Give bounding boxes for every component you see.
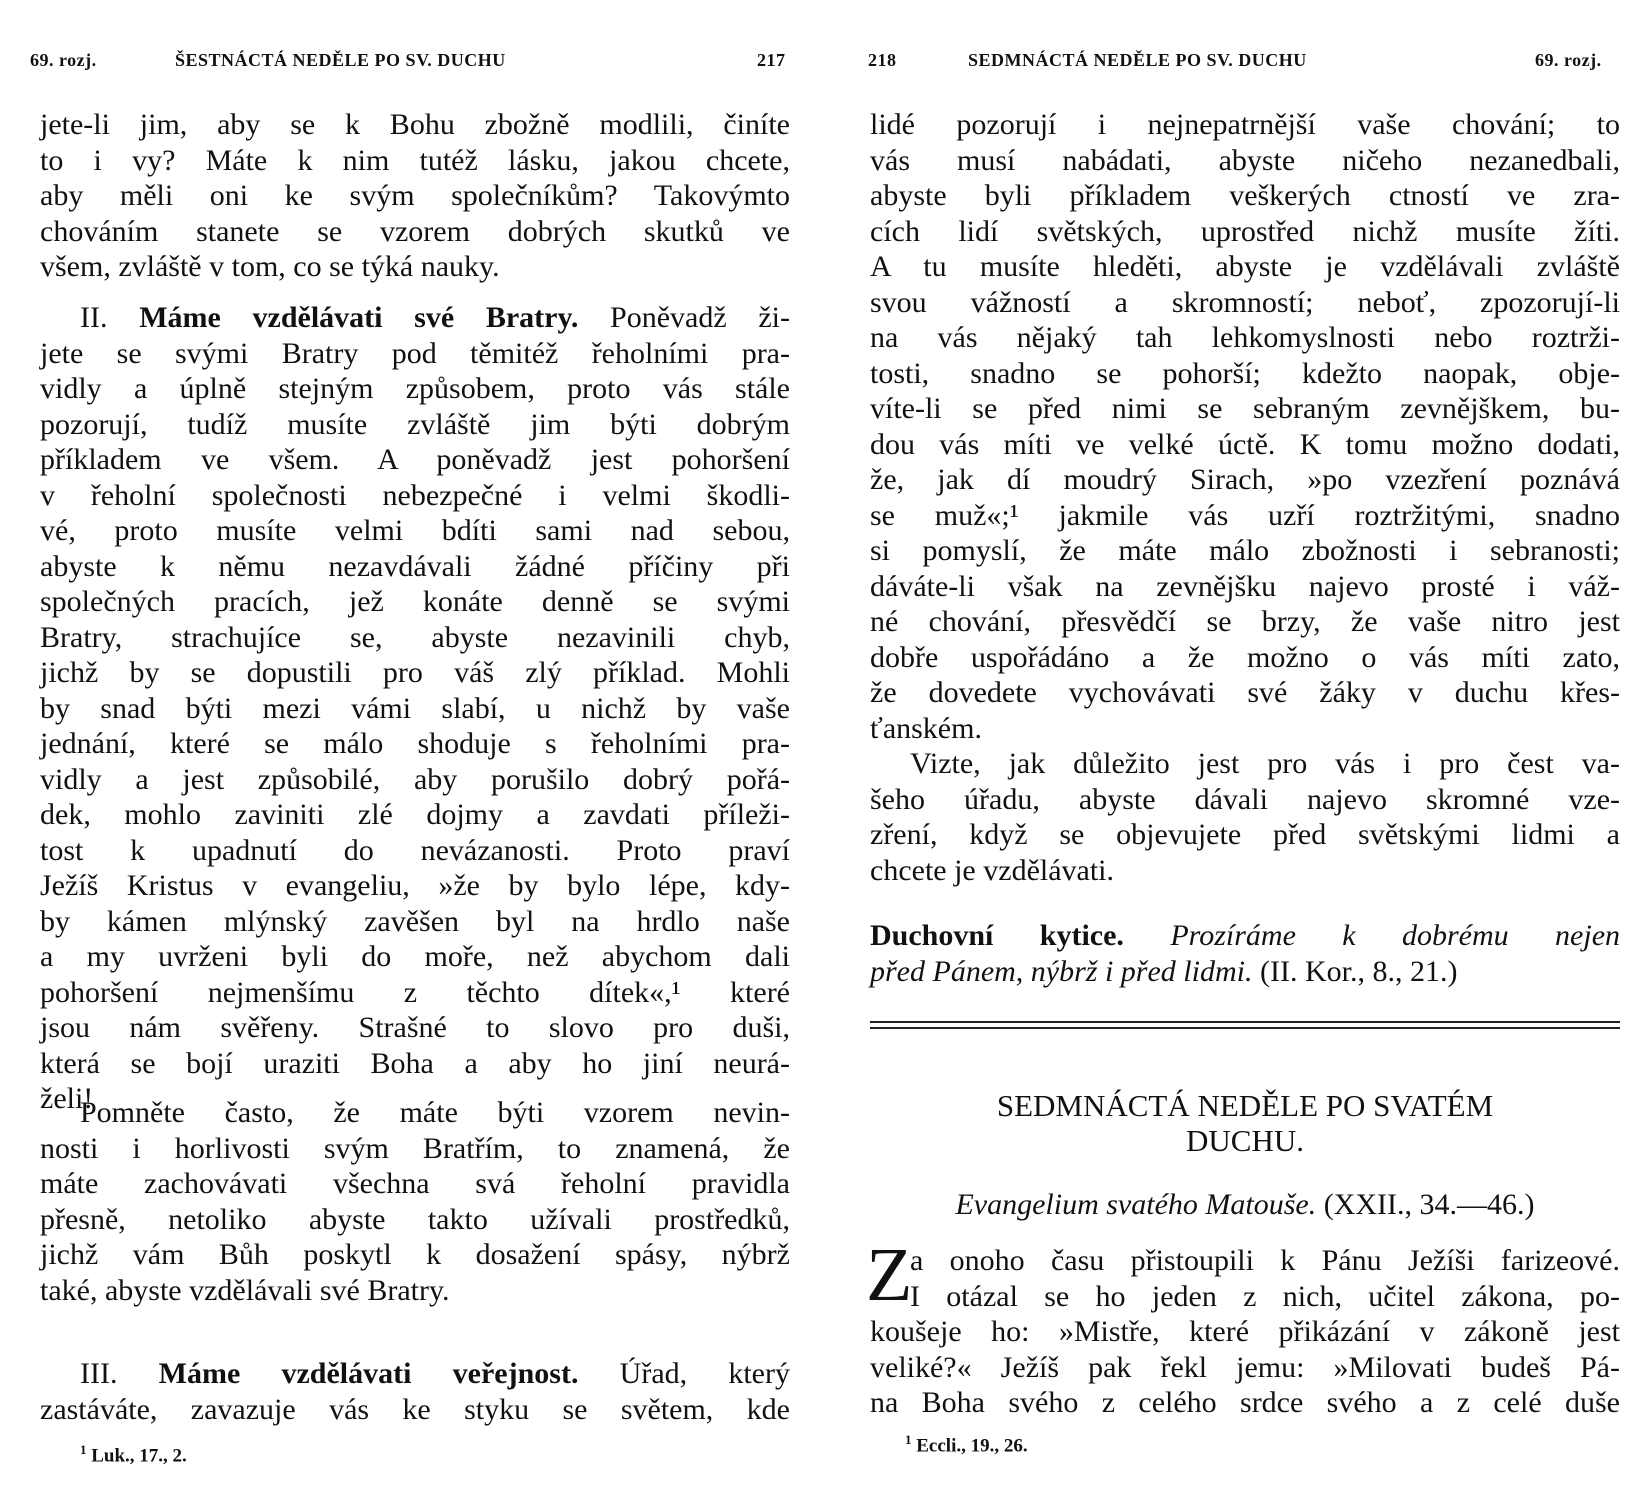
text-line: aby měli oni ke svým společníkům? Takovýmto <box>40 179 790 212</box>
text-line: jichž by se dopustili pro váš zlý příklad. Mohli <box>40 656 790 689</box>
section-divider <box>870 1027 1620 1029</box>
text-line: abyste k němu nezavdávali žádné příčiny při <box>40 549 790 583</box>
text-line: vás musí nabádati, abyste ničeho nezanedbali, <box>870 143 1620 177</box>
text-line: chcete je vzdělávati. <box>870 853 1115 887</box>
running-head-chapter-left: 69. rozj. <box>30 50 97 70</box>
text-line: na vás nějaký tah lehkomyslnosti nebo roztrži- <box>870 321 1620 354</box>
text-run: Úřad, který <box>578 1357 790 1390</box>
footnote-text: Eccli., 19., 26. <box>916 1435 1028 1457</box>
text-line: by kámen mlýnský zavěšen byl na hrdlo naše <box>40 904 790 938</box>
text-line: Ježíš Kristus v evangeliu, »že by bylo lépe, kdy- <box>40 869 790 902</box>
text-line: jsou nám svěřeny. Strašné to slovo pro duši, <box>40 1011 790 1044</box>
bold-run: Máme vzdělávati veřejnost. <box>158 1357 579 1390</box>
text-line: dou vás míti ve velké úctě. K tomu možno dodati, <box>870 427 1620 461</box>
text-run <box>1124 919 1170 952</box>
footnote-left <box>80 1442 187 1467</box>
text-line: Bratry, strachujíce se, abyste nezavinili chyb, <box>40 620 790 654</box>
text-line: veliké?« Ježíš pak řekl jemu: »Milovati budeš Pá- <box>870 1350 1620 1384</box>
italic-run: před Pánem, nýbrž i před lidmi. <box>870 954 1253 988</box>
text-line: nosti i horlivosti svým Bratřím, to znamená, že <box>40 1131 790 1165</box>
text-line: která se bojí uraziti Boha a aby ho jiní neurá- <box>40 1046 790 1080</box>
text-line: lidé pozorují i nejnepatrnější vaše chování; to <box>870 108 1620 141</box>
text-line: vidly a úplně stejným způsobem, proto vás stále <box>40 372 790 405</box>
italic-run: Prozíráme k dobrému nejen <box>1170 919 1621 952</box>
running-head-title-left: ŠESTNÁCTÁ NEDĚLE PO SV. DUCHU <box>175 50 506 70</box>
text-line: koušeje ho: »Mistře, které přikázání v zákoně jest <box>870 1315 1620 1348</box>
spiritual-bouquet <box>870 918 1620 989</box>
left-paragraph-4 <box>40 1356 790 1427</box>
text-line: né chování, přesvědčí se brzy, že vaše nitro jest <box>870 605 1620 638</box>
footnote-mark: 1 <box>905 1432 912 1447</box>
text-line: pozorují, tudíž musíte zvláště jim býti dobrým <box>40 407 790 441</box>
text-line: chováním stanete se vzorem dobrých skutků ve <box>40 214 790 248</box>
text-line: tost k upadnutí do nevázanosti. Proto praví <box>40 833 790 867</box>
text-line <box>870 954 1620 990</box>
text-run: Poněvadž ži- <box>578 301 791 334</box>
right-paragraph-1 <box>870 107 1620 746</box>
text-line: abyste byli příkladem veškerých ctností ve zra- <box>870 179 1620 212</box>
text-line: příkladem ve všem. A poněvadž jest pohoršení <box>40 443 790 476</box>
right-paragraph-2 <box>870 746 1620 888</box>
text-line: to i vy? Máte k nim tutéž lásku, jakou chcete, <box>40 143 790 177</box>
text-line: jete-li jim, aby se k Bohu zbožně modlili, činíte <box>40 108 790 141</box>
text-line: dáváte-li však na zevnějšku najevo prosté i váž- <box>870 569 1620 603</box>
text-line: dobře uspořádáno a že možno o vás míti zato, <box>870 640 1620 674</box>
gospel-title: Evangelium svatého Matouše. <box>955 1188 1317 1221</box>
gospel-text <box>870 1243 1620 1421</box>
gospel-reference: (XXII., 34.—46.) <box>1316 1188 1535 1221</box>
drop-cap: Z <box>866 1233 913 1317</box>
running-head-title-right: SEDMNÁCTÁ NEDĚLE PO SV. DUCHU <box>968 50 1307 70</box>
text-line: ťanském. <box>870 711 982 745</box>
text-line: na Boha svého z celého srdce svého a z celé duše <box>870 1386 1620 1419</box>
text-line: také, abyste vzdělávali své Bratry. <box>40 1273 450 1307</box>
text-line: společných pracích, jež konáte denně se svými <box>40 585 790 618</box>
text-line: dek, mohlo zaviniti zlé dojmy a zavdati příleži- <box>40 798 790 831</box>
text-line: zastáváte, zavazuje vás ke styku se světem, kde <box>40 1392 790 1426</box>
section-title-line: DUCHU. <box>1186 1123 1304 1158</box>
text-line: Vizte, jak důležito jest pro vás i pro čest va- <box>910 747 1620 780</box>
text-line: si pomyslí, že máte málo zbožnosti i sebranosti; <box>870 534 1620 567</box>
section-title <box>870 1088 1620 1158</box>
text-line: máte zachovávati všechna svá řeholní pravidla <box>40 1167 790 1200</box>
text-line: že, jak dí moudrý Sirach, »po vzezření poznává <box>870 463 1620 496</box>
text-line: želi! <box>40 1082 94 1115</box>
page-number-left: 217 <box>757 50 786 70</box>
text-line <box>40 300 790 336</box>
text-run: II. <box>80 301 140 334</box>
text-line: Pomněte často, že máte býti vzorem nevin- <box>80 1096 790 1129</box>
text-line: se muž«;¹ jakmile vás uzří roztržitými, snadno <box>870 498 1620 532</box>
text-line: svou vážností a skromností; neboť, zpozorují-li <box>870 285 1620 319</box>
text-run: III. <box>80 1357 159 1390</box>
text-line: A tu musíte hleděti, abyste je vzdělávali zvláště <box>870 250 1620 283</box>
running-head-chapter-right: 69. rozj. <box>1535 50 1602 70</box>
text-line: v řeholní společnosti nebezpečné i velmi škodli- <box>40 478 790 512</box>
text-run: (II. Kor., 8., 21.) <box>1252 954 1458 988</box>
text-line: vé, proto musíte velmi bdíti sami nad sebou, <box>40 514 790 547</box>
left-paragraph-2 <box>40 300 790 1117</box>
text-line: a onoho času přistoupili k Pánu Ježíši farizeové. <box>910 1244 1620 1277</box>
text-line: vidly a jest způsobilé, aby porušilo dobrý pořá- <box>40 762 790 796</box>
text-line: a my uvrženi byli do moře, než abychom dali <box>40 940 790 973</box>
left-paragraph-1 <box>40 107 790 285</box>
section-title-line: SEDMNÁCTÁ NEDĚLE PO SVATÉM <box>996 1088 1494 1123</box>
footnote-mark: 1 <box>80 1442 87 1457</box>
text-line: jichž vám Bůh poskytl k dosažení spásy, nýbrž <box>40 1238 790 1271</box>
footnote-right <box>905 1432 1028 1457</box>
section-divider <box>870 1021 1620 1023</box>
text-line: jednání, které se málo shoduje s řeholními pra- <box>40 727 790 760</box>
footnote-text: Luk., 17., 2. <box>91 1445 187 1467</box>
text-line: I otázal se ho jeden z nich, učitel zákona, po- <box>910 1279 1620 1313</box>
text-line: pohoršení nejmenšímu z těchto dítek«,¹ které <box>40 975 790 1009</box>
text-line <box>870 918 1620 954</box>
text-line: cích lidí světských, uprostřed nichž musíte žíti. <box>870 214 1620 248</box>
text-line: tosti, snadno se pohorší; kdežto naopak, obje- <box>870 356 1620 390</box>
page-number-right: 218 <box>868 50 897 70</box>
text-line: by snad býti mezi vámi slabí, u nichž by vaše <box>40 691 790 725</box>
gospel-heading <box>870 1187 1620 1222</box>
text-line: všem, zvláště v tom, co se týká nauky. <box>40 250 500 283</box>
text-line: jete se svými Bratry pod těmitéž řeholními pra- <box>40 336 790 370</box>
text-line: zření, když se objevujete před světskými lidmi a <box>870 818 1620 851</box>
text-line: přesně, netoliko abyste takto užívali prostředků, <box>40 1202 790 1236</box>
bold-run: Máme vzdělávati své Bratry. <box>139 301 579 334</box>
text-line <box>40 1356 790 1392</box>
text-line: že dovedete vychovávati své žáky v duchu křes- <box>870 676 1620 709</box>
text-line: šeho úřadu, abyste dávali najevo skromné vze- <box>870 782 1620 816</box>
bold-run: Duchovní kytice. <box>870 919 1124 952</box>
text-line: víte-li se před nimi se sebraným zevnějškem, bu- <box>870 392 1620 425</box>
left-paragraph-3 <box>40 1095 790 1308</box>
